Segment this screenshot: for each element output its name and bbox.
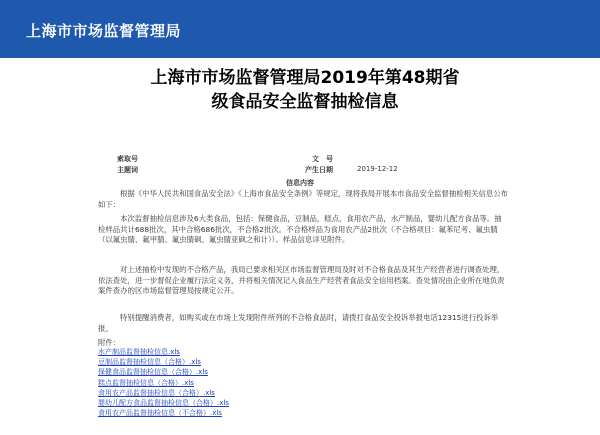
site-name[interactable]: 上海市市场监督管理局	[26, 22, 182, 40]
paragraph-text: 特别提醒消费者，如购买或在市场上发现附件所列的不合格食品时，请拨打食品安全投诉举报电话12315进行投诉举报。	[98, 313, 499, 333]
paragraph-handling	[98, 265, 508, 297]
section-heading: 信息内容	[286, 179, 314, 187]
paragraph-text: 本次监督抽检信息涉及6大类食品，包括：保健食品，豆制品，糕点，食用农产品，水产制品，婴幼儿配方食品等。抽检样品共计688批次，其中合格686批次，不合格2批次。不合格样品为食用农产品2批次（不合格项目：氟苯尼考、氟虫腈（以氟虫腈、氟甲腈、氟虫腈砜、氟虫腈亚砜之和计））。样品信息详见附件。	[98, 214, 502, 245]
attachment-link[interactable]: 豆制品监督抽检信息（合格）.xls	[98, 358, 201, 367]
attachment-item	[98, 378, 229, 388]
attachment-item	[98, 357, 229, 367]
site-header-bar	[0, 0, 600, 58]
attachment-link[interactable]: 食用农产品监督抽检信息（不合格）.xls	[98, 409, 222, 418]
attachment-item	[98, 388, 229, 398]
paragraph-intro	[98, 189, 508, 210]
attachment-link[interactable]: 婴幼儿配方食品监督抽检信息（合格）.xls	[98, 399, 229, 408]
paragraph-text: 根据《中华人民共和国食品安全法》《上海市食品安全条例》等规定，现将我局开展本市食品安全监督抽检相关信息公布如下：	[98, 189, 509, 209]
attachment-item	[98, 347, 229, 357]
attachment-item	[98, 367, 229, 377]
attachment-link[interactable]: 保健食品监督抽检信息（合格）.xls	[98, 368, 208, 377]
meta-date-label: 产生日期	[305, 166, 333, 174]
meta-index-label: 索取号	[117, 155, 138, 163]
page-title-line-1: 上海市市场监督管理局2019年第48期省	[150, 68, 460, 88]
meta-subject-label: 主题词	[117, 166, 138, 174]
paragraph-summary	[98, 214, 508, 246]
meta-date-value: 2019-12-12	[357, 165, 398, 173]
page-title-line-2: 级食品安全监督抽检信息	[211, 92, 399, 112]
attachment-link[interactable]: 糕点监督抽检信息（合格）.xls	[98, 378, 194, 387]
page-title	[95, 66, 515, 114]
attachment-link[interactable]: 水产制品监督抽检信息.xls	[98, 348, 180, 356]
paragraph-text: 对上述抽检中发现的不合格产品，我局已要求相关区市场监督管理局及时对不合格食品及其生产经营者进行调查处理，依法查处，进一步督促企业履行法定义务，并将相关情况记入食品生产经营者食品安全信用档案。查处情况由企业所在地负责案件查办的区市场监督管理局按规定公开。	[98, 265, 505, 296]
attachment-link[interactable]: 食用农产品监督抽检信息（合格）.xls	[98, 388, 215, 397]
attachment-item	[98, 408, 229, 418]
meta-doc-no-label: 文 号	[312, 155, 333, 163]
attachment-item	[98, 398, 229, 408]
paragraph-reminder	[98, 313, 508, 334]
attachments-list	[98, 347, 229, 418]
attachments-label: 附件：	[98, 338, 121, 347]
